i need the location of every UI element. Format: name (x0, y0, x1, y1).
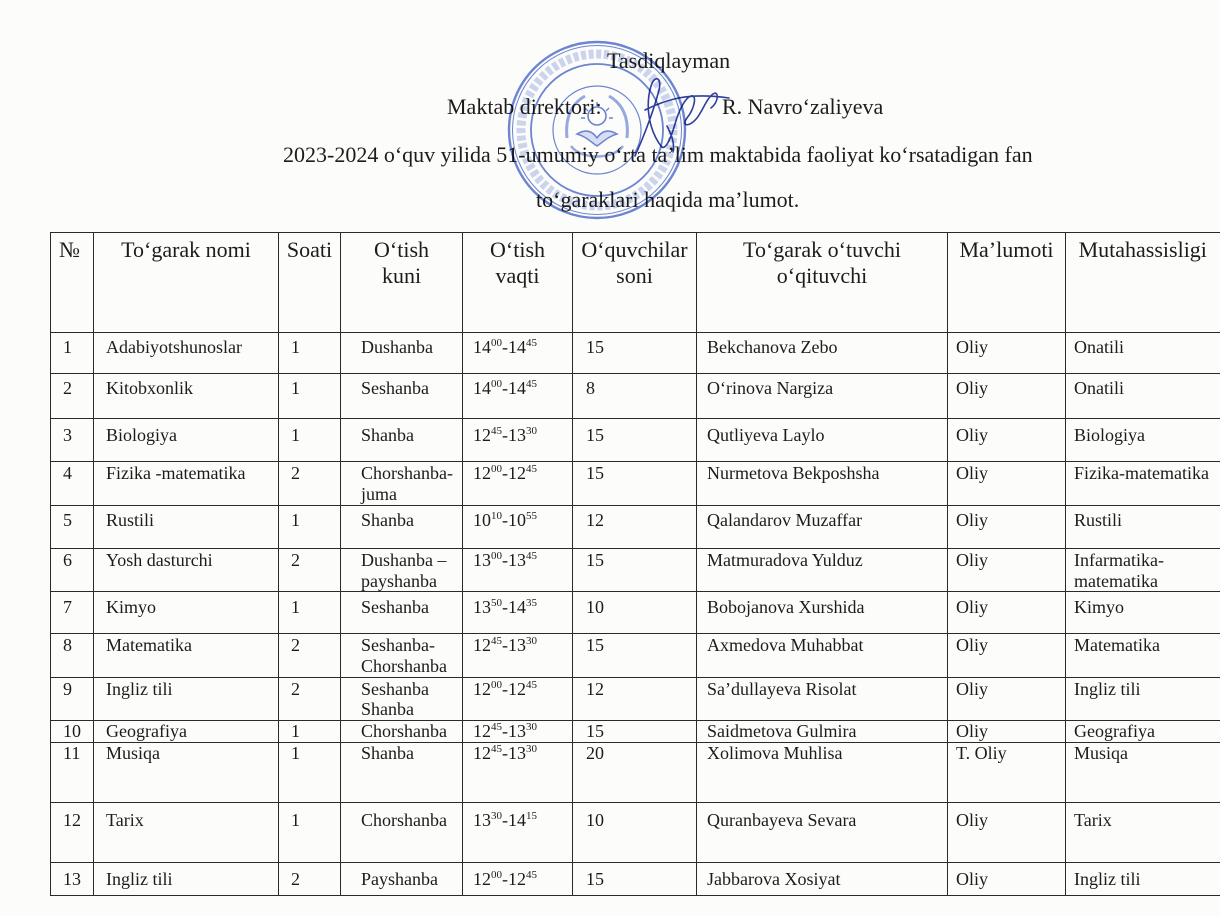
time-cell (463, 419, 573, 462)
time-separator: - (502, 463, 508, 483)
time-separator: - (502, 510, 508, 530)
time-start-minutes: 45 (491, 743, 502, 756)
table-row (51, 634, 1220, 677)
table-row (51, 677, 1220, 720)
time-end-minutes: 45 (526, 337, 537, 349)
club-name-cell: Fizika -matematika (94, 462, 279, 506)
time-start-hour: 14 (473, 378, 491, 398)
time-separator: - (502, 721, 508, 742)
hours-cell: 1 (279, 743, 341, 803)
director-name: R. Navro‘zaliyeva (722, 94, 884, 119)
time-end-hour: 10 (508, 510, 526, 530)
document-title-line-1: 2023-2024 o‘quv yilida 51-umumiy o‘rta ta’lim maktabida faoliyat ko‘rsatadigan fan (283, 142, 1033, 167)
header-education-label: Ma’lumoti (959, 237, 1054, 262)
club-name-cell: Musiqa (94, 743, 279, 803)
specialty-cell: Onatili (1066, 374, 1220, 419)
students-count-cell: 8 (573, 374, 697, 419)
time-end-hour: 13 (508, 635, 526, 656)
time-end-hour: 13 (508, 425, 526, 445)
table-row (51, 462, 1220, 506)
time-start-hour: 12 (473, 635, 491, 656)
row-number-cell: 6 (51, 549, 94, 592)
time-start-minutes: 00 (491, 678, 502, 691)
teacher-cell: Jabbarova Xosiyat (697, 863, 948, 896)
table-row (51, 803, 1220, 863)
time-cell (463, 592, 573, 634)
club-name-cell: Adabiyotshunoslar (94, 333, 279, 374)
header-students (573, 233, 697, 333)
day-cell: Seshanba-Chorshanba (341, 634, 463, 677)
teacher-cell: Axmedova Muhabbat (697, 634, 948, 677)
header-teacher-label: To‘garak o‘tuvchi o‘qituvchi (743, 237, 901, 288)
specialty-cell: Tarix (1066, 803, 1220, 863)
students-count-cell: 10 (573, 592, 697, 634)
education-cell: Oliy (948, 803, 1066, 863)
table-row (51, 592, 1220, 634)
day-cell: Seshanba (341, 374, 463, 419)
row-number-cell: 9 (51, 677, 94, 720)
clubs-table (50, 232, 1220, 896)
time-end-minutes: 45 (526, 550, 537, 562)
hours-cell: 1 (279, 506, 341, 549)
specialty-cell: Onatili (1066, 333, 1220, 374)
specialty-cell: Matematika (1066, 634, 1220, 677)
club-name-cell: Kitobxonlik (94, 374, 279, 419)
club-name-cell: Biologiya (94, 419, 279, 462)
time-start-minutes: 10 (491, 510, 502, 522)
header-hours-label: Soati (286, 237, 333, 262)
specialty-cell: Fizika-matematika (1066, 462, 1220, 506)
approval-heading: Tasdiqlayman (607, 48, 731, 73)
specialty-cell: Ingliz tili (1066, 863, 1220, 896)
time-end-minutes: 45 (526, 678, 537, 691)
time-start-minutes: 00 (491, 463, 502, 475)
specialty-cell: Musiqa (1066, 743, 1220, 803)
students-count-cell: 15 (573, 419, 697, 462)
club-name-cell: Ingliz tili (94, 863, 279, 896)
education-cell: Oliy (948, 419, 1066, 462)
time-separator: - (502, 425, 508, 445)
education-cell: Oliy (948, 549, 1066, 592)
day-cell: Shanba (341, 743, 463, 803)
time-end-minutes: 45 (526, 378, 537, 390)
day-cell: Seshanba (341, 592, 463, 634)
day-cell: Chorshanba (341, 803, 463, 863)
time-end-hour: 12 (508, 463, 526, 483)
time-end-minutes: 30 (526, 721, 537, 734)
time-cell (463, 743, 573, 803)
time-end-hour: 13 (508, 550, 526, 570)
time-separator: - (502, 635, 508, 656)
day-cell: Shanba (341, 506, 463, 549)
club-name-cell: Ingliz tili (94, 677, 279, 720)
teacher-cell: Nurmetova Bekposhsha (697, 462, 948, 506)
hours-cell: 2 (279, 863, 341, 896)
teacher-cell: Qutliyeva Laylo (697, 419, 948, 462)
row-number-cell: 4 (51, 462, 94, 506)
club-name-cell: Yosh dasturchi (94, 549, 279, 592)
students-count-cell: 10 (573, 803, 697, 863)
specialty-cell: Geografiya (1066, 721, 1220, 743)
time-end-hour: 12 (508, 869, 526, 890)
time-end-hour: 14 (508, 597, 526, 618)
time-end-minutes: 45 (526, 463, 537, 475)
row-number-cell: 5 (51, 506, 94, 549)
row-number-cell: 8 (51, 634, 94, 677)
row-number-cell: 7 (51, 592, 94, 634)
specialty-cell: Kimyo (1066, 592, 1220, 634)
table-row (51, 721, 1220, 743)
time-cell (463, 721, 573, 743)
header-day-label: O‘tish kuni (374, 237, 429, 288)
time-cell (463, 803, 573, 863)
time-end-minutes: 30 (526, 425, 537, 437)
header-specialty (1066, 233, 1220, 333)
time-end-minutes: 35 (526, 597, 537, 610)
day-cell: Chorshanba-juma (341, 462, 463, 506)
teacher-cell: Xolimova Muhlisa (697, 743, 948, 803)
table-row (51, 419, 1220, 462)
header-club-name (94, 233, 279, 333)
table-header-row (51, 233, 1220, 333)
time-start-minutes: 45 (491, 721, 502, 734)
time-separator: - (502, 550, 508, 570)
time-end-minutes: 55 (526, 510, 537, 522)
time-end-minutes: 30 (526, 743, 537, 756)
time-end-hour: 14 (508, 337, 526, 357)
time-end-hour: 13 (508, 721, 526, 742)
time-start-minutes: 50 (491, 597, 502, 610)
row-number-cell: 2 (51, 374, 94, 419)
time-start-hour: 12 (473, 678, 491, 699)
students-count-cell: 15 (573, 549, 697, 592)
time-end-hour: 13 (508, 743, 526, 764)
time-start-hour: 13 (473, 597, 491, 618)
row-number-cell: 12 (51, 803, 94, 863)
time-start-hour: 12 (473, 463, 491, 483)
time-separator: - (502, 743, 508, 764)
header-time-label: O‘tish vaqti (490, 237, 545, 288)
time-cell (463, 634, 573, 677)
hours-cell: 2 (279, 634, 341, 677)
students-count-cell: 15 (573, 462, 697, 506)
specialty-cell: Ingliz tili (1066, 677, 1220, 720)
hours-cell: 1 (279, 374, 341, 419)
header-club-name-label: To‘garak nomi (121, 237, 251, 262)
teacher-cell: Qalandarov Muzaffar (697, 506, 948, 549)
time-separator: - (502, 678, 508, 699)
hours-cell: 1 (279, 803, 341, 863)
table-row (51, 374, 1220, 419)
specialty-cell: Infarmatika-matematika (1066, 549, 1220, 592)
time-cell (463, 549, 573, 592)
time-end-minutes: 30 (526, 635, 537, 648)
day-cell: Shanba (341, 419, 463, 462)
time-start-minutes: 00 (491, 378, 502, 390)
header-specialty-label: Mutahassisligi (1078, 237, 1207, 262)
row-number-cell: 1 (51, 333, 94, 374)
time-start-minutes: 30 (491, 810, 502, 823)
students-count-cell: 15 (573, 634, 697, 677)
day-cell: Payshanba (341, 863, 463, 896)
education-cell: Oliy (948, 677, 1066, 720)
header-education (948, 233, 1066, 333)
time-cell (463, 333, 573, 374)
row-number-cell: 11 (51, 743, 94, 803)
table-row (51, 506, 1220, 549)
time-start-minutes: 45 (491, 425, 502, 437)
education-cell: Oliy (948, 592, 1066, 634)
time-start-minutes: 00 (491, 550, 502, 562)
education-cell: Oliy (948, 462, 1066, 506)
table-row (51, 549, 1220, 592)
specialty-cell: Rustili (1066, 506, 1220, 549)
students-count-cell: 15 (573, 863, 697, 896)
time-start-minutes: 00 (491, 869, 502, 882)
header-number (51, 233, 94, 333)
time-separator: - (502, 869, 508, 890)
hours-cell: 1 (279, 419, 341, 462)
teacher-cell: Sa’dullayeva Risolat (697, 677, 948, 720)
students-count-cell: 20 (573, 743, 697, 803)
club-name-cell: Rustili (94, 506, 279, 549)
education-cell: Oliy (948, 721, 1066, 743)
education-cell: Oliy (948, 634, 1066, 677)
time-start-hour: 13 (473, 810, 491, 831)
teacher-cell: Saidmetova Gulmira (697, 721, 948, 743)
hours-cell: 2 (279, 462, 341, 506)
row-number-cell: 13 (51, 863, 94, 896)
club-name-cell: Tarix (94, 803, 279, 863)
header-day (341, 233, 463, 333)
time-start-hour: 12 (473, 721, 491, 742)
hours-cell: 1 (279, 721, 341, 743)
teacher-cell: Quranbayeva Sevara (697, 803, 948, 863)
time-start-minutes: 45 (491, 635, 502, 648)
header-number-label: № (59, 237, 80, 262)
table-body (51, 333, 1220, 896)
time-start-hour: 10 (473, 510, 491, 530)
director-signature (615, 68, 735, 163)
header-hours (279, 233, 341, 333)
education-cell: Oliy (948, 374, 1066, 419)
hours-cell: 2 (279, 549, 341, 592)
day-cell: Dushanba – payshanba (341, 549, 463, 592)
education-cell: Oliy (948, 863, 1066, 896)
students-count-cell: 12 (573, 506, 697, 549)
time-start-hour: 12 (473, 425, 491, 445)
time-end-hour: 12 (508, 678, 526, 699)
header-time (463, 233, 573, 333)
time-end-hour: 14 (508, 810, 526, 831)
header-teacher (697, 233, 948, 333)
time-start-hour: 12 (473, 869, 491, 890)
document-title-line-2: to‘garaklari haqida ma’lumot. (536, 187, 800, 212)
day-cell: Dushanba (341, 333, 463, 374)
students-count-cell: 12 (573, 677, 697, 720)
club-name-cell: Geografiya (94, 721, 279, 743)
time-cell (463, 374, 573, 419)
time-cell (463, 462, 573, 506)
teacher-cell: O‘rinova Nargiza (697, 374, 948, 419)
hours-cell: 1 (279, 333, 341, 374)
time-start-hour: 13 (473, 550, 491, 570)
students-count-cell: 15 (573, 333, 697, 374)
time-separator: - (502, 378, 508, 398)
club-name-cell: Kimyo (94, 592, 279, 634)
time-end-minutes: 45 (526, 869, 537, 882)
day-cell: Seshanba Shanba (341, 677, 463, 720)
time-cell (463, 677, 573, 720)
teacher-cell: Bekchanova Zebo (697, 333, 948, 374)
students-count-cell: 15 (573, 721, 697, 743)
education-cell: Oliy (948, 333, 1066, 374)
club-name-cell: Matematika (94, 634, 279, 677)
row-number-cell: 10 (51, 721, 94, 743)
time-cell (463, 863, 573, 896)
time-separator: - (502, 337, 508, 357)
time-separator: - (502, 597, 508, 618)
time-end-minutes: 15 (526, 810, 537, 823)
education-cell: T. Oliy (948, 743, 1066, 803)
hours-cell: 2 (279, 677, 341, 720)
time-start-minutes: 00 (491, 337, 502, 349)
time-start-hour: 12 (473, 743, 491, 764)
teacher-cell: Matmuradova Yulduz (697, 549, 948, 592)
header-students-label: O‘quvchilar soni (581, 237, 688, 288)
director-position: Maktab direktori: (447, 94, 602, 119)
table-row (51, 743, 1220, 803)
teacher-cell: Bobojanova Xurshida (697, 592, 948, 634)
time-cell (463, 506, 573, 549)
day-cell: Chorshanba (341, 721, 463, 743)
time-separator: - (502, 810, 508, 831)
education-cell: Oliy (948, 506, 1066, 549)
table-row (51, 863, 1220, 896)
hours-cell: 1 (279, 592, 341, 634)
time-end-hour: 14 (508, 378, 526, 398)
table-row (51, 333, 1220, 374)
row-number-cell: 3 (51, 419, 94, 462)
specialty-cell: Biologiya (1066, 419, 1220, 462)
time-start-hour: 14 (473, 337, 491, 357)
